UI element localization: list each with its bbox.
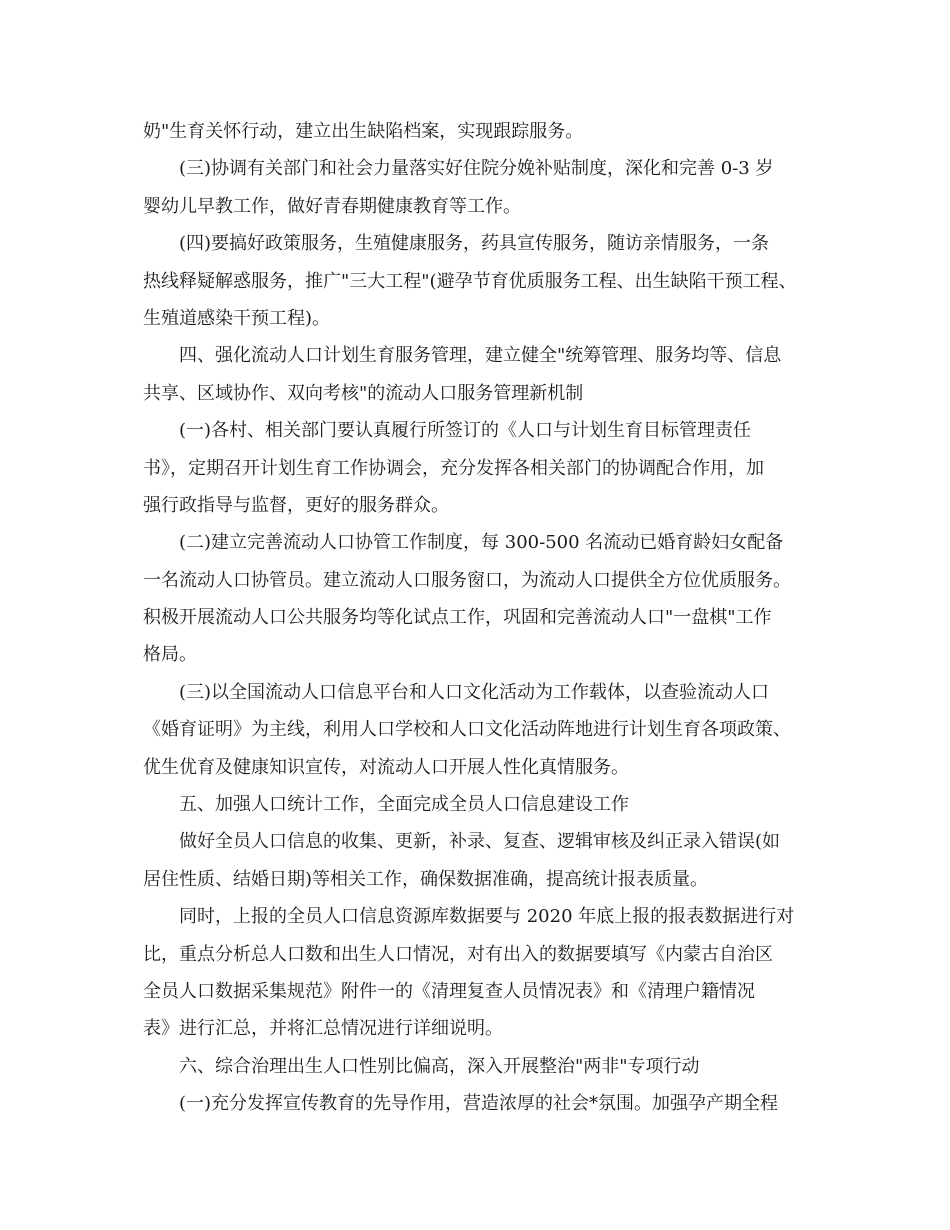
text-line: 强行政指导与监督，更好的服务群众。 [143,494,449,516]
text-line: 热线释疑解惑服务，推广"三大工程"(避孕节育优质服务工程、出生缺陷干预工程、 [143,270,797,292]
text-line: 生殖道感染干预工程)。 [143,307,331,329]
text-line: 书》，定期召开计划生育工作协调会，充分发挥各相关部门的协调配合作用，加 [143,457,764,479]
text-line: 婴幼儿早教工作，做好青春期健康教育等工作。 [143,195,521,217]
text-line: 格局。 [143,644,197,666]
text-line: 居住性质、结婚日期)等相关工作，确保数据准确，提高统计报表质量。 [143,868,709,890]
text-line: (三)协调有关部门和社会力量落实好住院分娩补贴制度，深化和完善 0-3 岁 [179,158,774,180]
text-line: 做好全员人口信息的收集、更新，补录、复查、逻辑审核及纠正录入错误(如 [179,831,781,853]
text-line: 六、综合治理出生人口性别比偏高，深入开展整治"两非"专项行动 [179,1055,700,1077]
document-body [143,113,823,1123]
text-line: 优生优育及健康知识宣传，对流动人口开展人性化真情服务。 [143,756,629,778]
text-line: 《婚育证明》为主线，利用人口学校和人口文化活动阵地进行计划生育各项政策、 [143,719,791,741]
text-line: 四、强化流动人口计划生育服务管理，建立健全"统筹管理、服务均等、信息 [179,345,782,367]
text-line: (一)各村、相关部门要认真履行所签订的《人口与计划生育目标管理责任 [179,420,752,442]
text-line: (一)充分发挥宣传教育的先导作用，营造浓厚的社会*氛围。加强孕产期全程 [179,1093,779,1115]
text-line: 一名流动人口协管员。建立流动人口服务窗口，为流动人口提供全方位优质服务。 [143,569,791,591]
text-line: 五、加强人口统计工作，全面完成全员人口信息建设工作 [179,794,629,816]
text-line: 奶"生育关怀行动，建立出生缺陷档案，实现跟踪服务。 [143,121,584,142]
text-line: (四)要搞好政策服务，生殖健康服务，药具宣传服务，随访亲情服务，一条 [179,233,770,255]
text-line: 共享、区域协作、双向考核"的流动人口服务管理新机制 [143,382,584,404]
text-line: 积极开展流动人口公共服务均等化试点工作，巩固和完善流动人口"一盘棋"工作 [143,607,772,629]
text-line: 表》进行汇总，并将汇总情况进行详细说明。 [143,1018,503,1040]
text-line: (二)建立完善流动人口协管工作制度，每 300-500 名流动已婚育龄妇女配备 [179,532,784,554]
text-line: (三)以全国流动人口信息平台和人口文化活动为工作载体，以查验流动人口 [179,681,770,703]
text-line: 比，重点分析总人口数和出生人口情况，对有出入的数据要填写《内蒙古自治区 [143,943,773,965]
text-line: 同时，上报的全员人口信息资源库数据要与 2020 年底上报的报表数据进行对 [179,906,795,928]
text-line: 全员人口数据采集规范》附件一的《清理复查人员情况表》和《清理户籍情况 [143,980,755,1002]
